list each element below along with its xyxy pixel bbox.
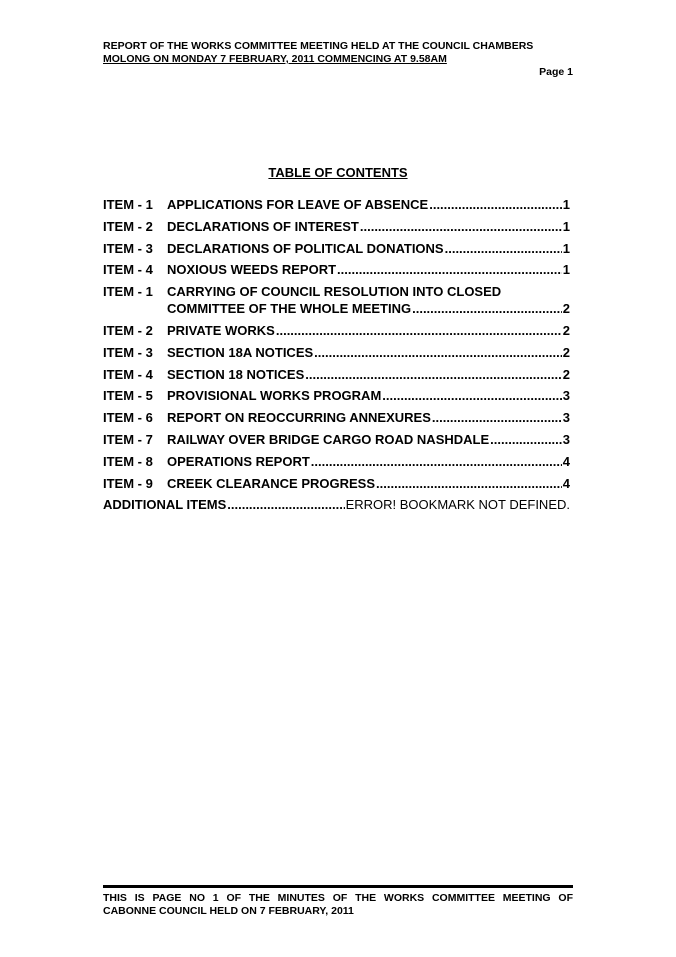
toc-item-page: 2	[562, 344, 570, 360]
footer-line-1: THIS IS PAGE NO 1 OF THE MINUTES OF THE WORKS COMMITTEE MEETING OF	[103, 892, 573, 904]
toc-item-number: ITEM - 1	[103, 284, 153, 300]
leader-dots	[376, 475, 562, 492]
toc-item-page: 3	[562, 388, 570, 404]
toc-item-title: REPORT ON REOCCURRING ANNEXURES	[167, 410, 431, 426]
toc-row[interactable]	[103, 261, 570, 278]
toc-item-page: 2	[562, 366, 570, 382]
toc-item-page: 1	[562, 240, 570, 256]
table-of-contents	[103, 196, 570, 518]
toc-item-title: PROVISIONAL WORKS PROGRAM	[167, 388, 382, 404]
toc-row[interactable]	[103, 322, 570, 339]
toc-item-number: ITEM - 4	[103, 366, 153, 382]
toc-row[interactable]	[103, 218, 570, 235]
leader-dots	[490, 431, 562, 448]
toc-item-number: ITEM - 3	[103, 344, 153, 360]
toc-row[interactable]	[103, 431, 570, 448]
toc-item-title: SECTION 18 NOTICES	[167, 366, 305, 382]
toc-item-title: CREEK CLEARANCE PROGRESS	[167, 475, 376, 491]
toc-item-number: ITEM - 6	[103, 410, 153, 426]
leader-dots	[432, 409, 562, 426]
toc-item-title: NOXIOUS WEEDS REPORT	[167, 262, 337, 278]
leader-dots	[305, 366, 562, 383]
page-header	[103, 40, 573, 66]
toc-item-page: 3	[562, 410, 570, 426]
toc-title: TABLE OF CONTENTS	[268, 165, 408, 180]
leader-dots	[445, 240, 562, 257]
toc-row-additional-items[interactable]	[103, 496, 570, 513]
toc-row[interactable]	[103, 240, 570, 257]
toc-row[interactable]	[103, 387, 570, 404]
toc-item-number: ITEM - 2	[103, 322, 153, 338]
toc-item-page: 1	[562, 262, 570, 278]
leader-dots	[276, 322, 562, 339]
toc-row[interactable]	[103, 344, 570, 361]
toc-item-title: PRIVATE WORKS	[167, 322, 275, 338]
page-number: Page 1	[539, 66, 573, 78]
toc-item-title: DECLARATIONS OF INTEREST	[167, 218, 359, 234]
toc-item-page: 1	[562, 218, 570, 234]
leader-dots	[314, 344, 562, 361]
footer-divider	[103, 885, 573, 888]
footer-line-2: CABONNE COUNCIL HELD ON 7 FEBRUARY, 2011	[103, 905, 354, 917]
toc-item-number: ITEM - 2	[103, 218, 153, 234]
leader-dots	[412, 300, 562, 317]
toc-item-page: 1	[562, 197, 570, 212]
toc-additional-page: ERROR! BOOKMARK NOT DEFINED.	[345, 497, 570, 513]
page-footer	[103, 892, 573, 918]
toc-item-number: ITEM - 1	[103, 197, 153, 212]
toc-additional-title: ADDITIONAL ITEMS	[103, 497, 227, 513]
header-line-2: MOLONG ON MONDAY 7 FEBRUARY, 2011 COMMENCING AT 9.58AM	[103, 53, 447, 65]
toc-row[interactable]	[103, 453, 570, 470]
header-line-1: REPORT OF THE WORKS COMMITTEE MEETING HELD AT THE COUNCIL CHAMBERS	[103, 40, 534, 52]
toc-item-title-line-1: CARRYING OF COUNCIL RESOLUTION INTO CLOSED	[167, 284, 502, 300]
toc-item-title: COMMITTEE OF THE WHOLE MEETING	[167, 301, 412, 317]
toc-item-page: 4	[562, 453, 570, 469]
toc-item-page: 3	[562, 431, 570, 447]
toc-row[interactable]	[103, 366, 570, 383]
toc-item-number: ITEM - 8	[103, 453, 153, 469]
toc-item-title: APPLICATIONS FOR LEAVE OF ABSENCE	[167, 197, 429, 212]
leader-dots	[227, 496, 344, 513]
toc-item-number: ITEM - 5	[103, 388, 153, 404]
toc-item-number: ITEM - 3	[103, 240, 153, 256]
toc-row[interactable]	[103, 283, 570, 317]
toc-item-page: 4	[562, 475, 570, 491]
toc-item-number: ITEM - 9	[103, 475, 153, 491]
toc-item-title: DECLARATIONS OF POLITICAL DONATIONS	[167, 240, 444, 256]
leader-dots	[429, 196, 562, 213]
toc-item-page: 2	[562, 301, 570, 317]
leader-dots	[337, 261, 562, 278]
toc-item-title: RAILWAY OVER BRIDGE CARGO ROAD NASHDALE	[167, 431, 490, 447]
toc-row[interactable]	[103, 409, 570, 426]
toc-item-title: SECTION 18A NOTICES	[167, 344, 314, 360]
toc-item-title: OPERATIONS REPORT	[167, 453, 310, 469]
toc-item-number: ITEM - 7	[103, 431, 153, 447]
leader-dots	[360, 218, 562, 235]
leader-dots	[382, 387, 561, 404]
toc-row[interactable]	[103, 475, 570, 492]
toc-row[interactable]	[103, 196, 570, 213]
toc-item-number: ITEM - 4	[103, 262, 153, 278]
toc-item-page: 2	[562, 322, 570, 338]
leader-dots	[311, 453, 562, 470]
